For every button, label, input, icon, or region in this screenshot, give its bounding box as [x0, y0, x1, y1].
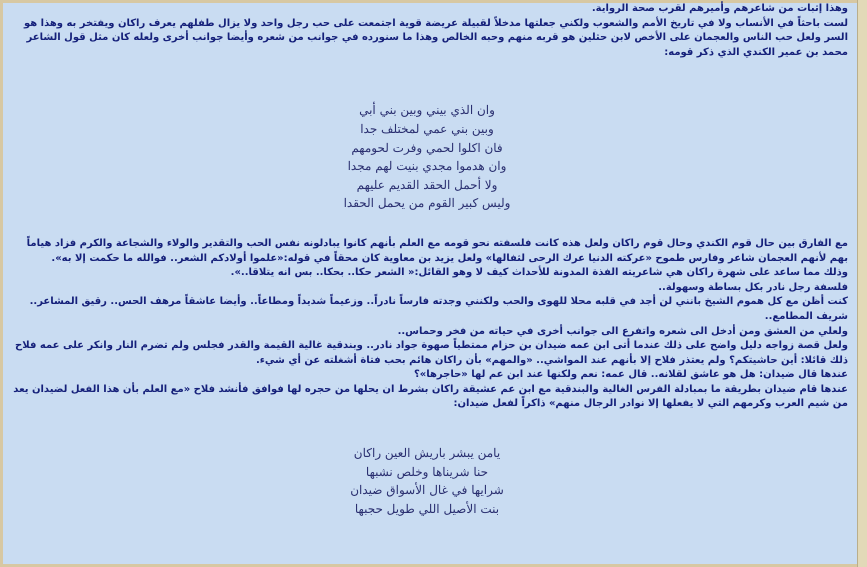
middle-section [6, 237, 848, 412]
window-edge [857, 0, 867, 567]
middle-paragraph: ولعل قصة زواجه دليل واضح على ذلك عندما أتى ابن عمه ضيدان بن حزام ممتطياً صهوة جواد نادر.. وبندقية غالية القيمة والقدر فجلس ولم تضرم النار وانكر على عمه فلاح ذلك قائلا: أين حاشيتكم؟ ولم يعتذر فلاح إلا بأنهم عند المواشي.. «والمهم» بأن راكان هائم بحب فتاة أشغلته عن أي شيء. [15, 340, 848, 366]
middle-paragraph: فلسفة رجل نادر بكل بساطة وسهولة.. [658, 281, 848, 293]
middle-paragraph: ولعلي من العشق ومن أدخل الى شعره واتفرع الى جوانب أخرى في حياته من فخر وحماس.. [397, 325, 848, 337]
poem-line: وان الذي بيني وبين بني أبي [359, 103, 495, 118]
poem-line: حنا شريناها وخلص نشبها [365, 464, 489, 479]
poem-line: ولا أحمل الحقد القديم عليهم [356, 177, 498, 192]
article-content [6, 2, 848, 518]
middle-paragraph: وذلك مما ساعد على شهرة راكان هي شاعريته الفذة المدونة للأحداث كيف لا وهو القائل:« الشعر حكا.. بحكا.. بس انه يتلاقا..». [230, 267, 848, 279]
poem-line: شرايها في غال الأسواق ضيدان [350, 483, 504, 498]
poem-line: وبين بني عمي لمختلف جدا [360, 121, 494, 136]
intro-paragraph-1: وهذا إثبات من شاعرهم وأميرهم لقرب صحة الرواية. [591, 3, 848, 14]
poem-line: وان هدموا مجدي بنيت لهم مجدا [347, 159, 507, 174]
middle-paragraph: عندها قال ضيدان: هل هو عاشق لقلانه.. قال عمه: نعم ولكنها عند ابن عم لها «حاجرها»؟ [413, 369, 848, 381]
middle-paragraph: مع الفارق بين حال قوم الكندي وحال قوم راكان ولعل هذه كانت فلسفته نحو قومه مع العلم بأنهم كانوا يبادلونه نفس الحب والتقدير والولاء والشجاعة والكرم فزاد هياماً بهم لأنهم العجمان شاعر وفارس طموح «عركته الدنيا عرك الرحى لثفالها» ولعل يزيد بن معاوية كان محقاً في قوله:«علموا أولادكم الشعر.. فوالله ما حكمت إلا به». [26, 237, 848, 264]
poem-line: وليس كبير القوم من يحمل الحقدا [343, 196, 511, 211]
middle-paragraph: كنت أظن مع كل هموم الشيخ بانني لن أجد في قلبه محلا للهوى والحب ولكنني وجدته فارساً نادراً.. وزعيماً شديداً ومطاعاً.. وأيضا عاشقاً مرهف الحس.. رقيق المشاعر.. شريف المطامع.. [29, 296, 848, 322]
poem-line: فان اكلوا لحمي وفرت لحومهم [351, 140, 503, 155]
poem-1 [6, 101, 848, 213]
poem-line: يامن يبشر باريش العين راكان [353, 446, 501, 461]
middle-paragraph: عندها قام ضيدان بطريقة ما بمبادلة الفرس الغالية والبندقية مع ابن عم عشيقة راكان بشرط ان يحلها من حجره لها فوافق فأنشد فلاح «مع العلم بأن هذا الفعل لضيدان يعد من شيم العرب وكرمهم التي لا يفعلها إلا نوادر الرجال منهم» ذاكراً لفعل ضيدان: [13, 383, 848, 410]
poem-line: بنت الأصيل اللي طويل حجبها [354, 501, 500, 516]
poem-2 [6, 444, 848, 518]
intro-paragraph-2: لست باحثاً في الأنساب ولا في تاريخ الأمم والشعوب ولكني جعلتها مدخلاً لقبيلة عريضة قوية اجتمعت على حب رجل واحد ولا يزال طفلهم يعرف راكان ويفتخر به وهذا هو السر ولعل حب الناس والعجمان على الأخص لابن حثلين هو قربه منهم وحبه الخالص وهذا ما سنورده في جوانب من شعره وأيضا جوانب أخرى ولعله كان مثل قول الشاعر محمد بن عمير الكندي الذي ذكر قومه: [23, 17, 848, 58]
